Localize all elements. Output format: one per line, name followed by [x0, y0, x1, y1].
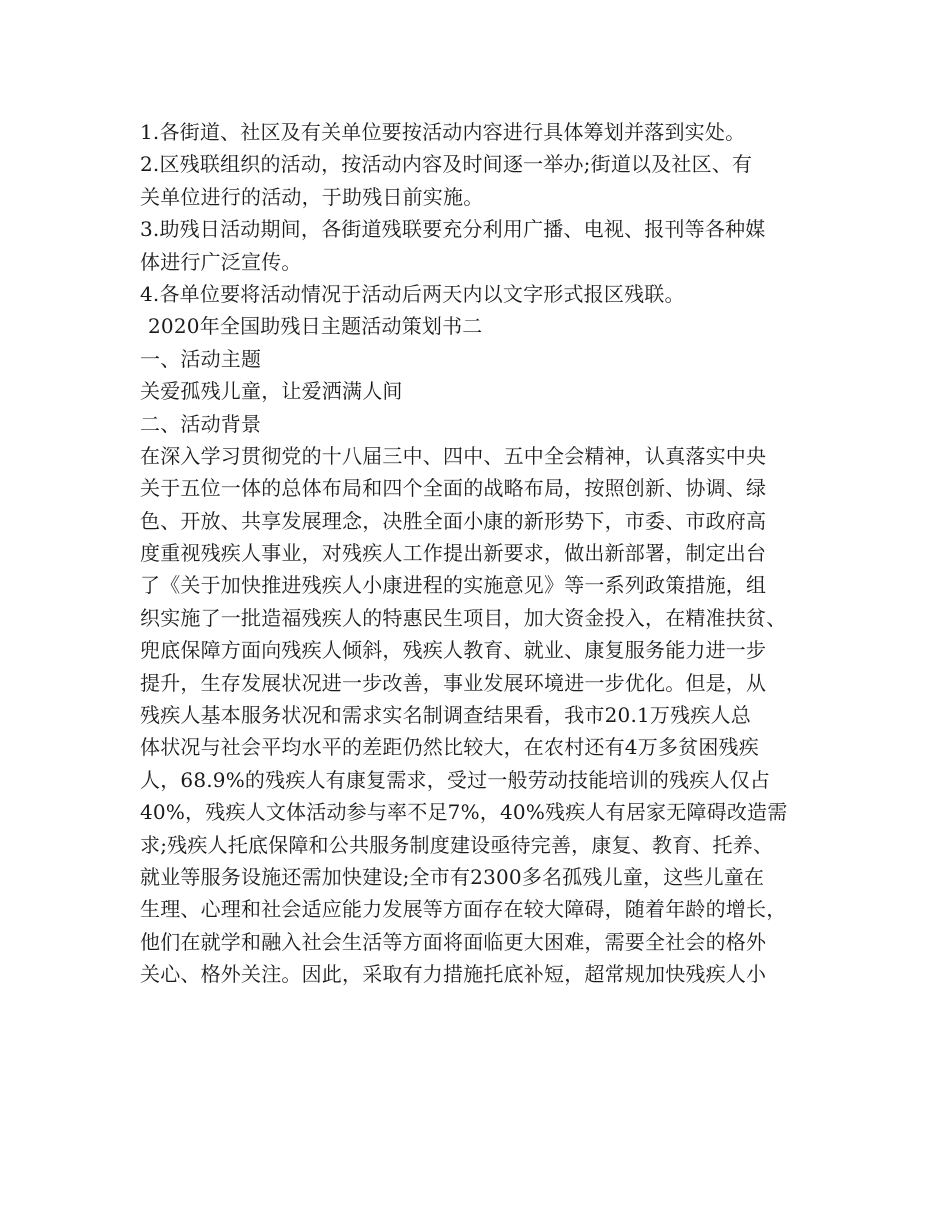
paragraph-line: 度重视残疾人事业，对残疾人工作提出新要求，做出新部署，制定出台	[140, 541, 767, 566]
paragraph-line: 兜底保障方面向残疾人倾斜，残疾人教育、就业、康复服务能力进一步	[140, 638, 767, 663]
paragraph-line: 就业等服务设施还需加快建设;全市有2300多名孤残儿童，这些儿童在	[140, 864, 765, 889]
list-item-4: 4.各单位要将活动情况于活动后两天内以文字形式报区残联。	[140, 281, 685, 306]
paragraph-line: 残疾人基本服务状况和需求实名制调查结果看，我市20.1万残疾人总	[140, 703, 751, 728]
paragraph-line: 求;残疾人托底保障和公共服务制度建设亟待完善，康复、教育、托养、	[140, 832, 774, 857]
paragraph-line: 生理、心理和社会适应能力发展等方面存在较大障碍，随着年龄的增长，	[140, 897, 787, 922]
paragraph-line: 人，68.9%的残疾人有康复需求，受过一般劳动技能培训的残疾人仅占	[140, 767, 771, 792]
paragraph-line: 提升，生存发展状况进一步改善，事业发展环境进一步优化。但是，从	[140, 670, 767, 695]
activity-theme-text: 关爱孤残儿童，让爱洒满人间	[140, 379, 403, 404]
list-item-2: 2.区残联组织的活动，按活动内容及时间逐一举办;街道以及社区、有	[140, 152, 753, 177]
paragraph-line: 40%，残疾人文体活动参与率不足7%，40%残疾人有居家无障碍改造需	[140, 800, 788, 825]
paragraph-line: 了《关于加快推进残疾人小康进程的实施意见》等一系列政策措施，组	[140, 573, 767, 598]
paragraph-line: 他们在就学和融入社会生活等方面将面临更大困难，需要全社会的格外	[140, 929, 767, 954]
heading-activity-theme: 一、活动主题	[140, 346, 262, 371]
paragraph-line: 体状况与社会平均水平的差距仍然比较大，在农村还有4万多贫困残疾	[140, 735, 759, 760]
section-title: 2020年全国助残日主题活动策划书二	[148, 314, 483, 339]
paragraph-line: 关心、格外关注。因此，采取有力措施托底补短，超常规加快残疾人小	[140, 962, 767, 987]
paragraph-line: 织实施了一批造福残疾人的特惠民生项目，加大资金投入，在精准扶贫、	[140, 605, 787, 630]
list-item-3-continued: 体进行广泛宣传。	[140, 249, 302, 274]
list-item-1: 1.各街道、社区及有关单位要按活动内容进行具体筹划并落到实处。	[140, 120, 746, 144]
paragraph-line: 色、开放、共享发展理念，决胜全面小康的新形势下，市委、市政府高	[140, 508, 767, 533]
paragraph-line: 在深入学习贯彻党的十八届三中、四中、五中全会精神，认真落实中央	[140, 443, 767, 468]
heading-activity-background: 二、活动背景	[140, 411, 262, 436]
document-body	[140, 116, 820, 991]
list-item-3: 3.助残日活动期间，各街道残联要充分利用广播、电视、报刊等各种媒	[140, 217, 766, 242]
list-item-2-continued: 关单位进行的活动，于助残日前实施。	[140, 184, 484, 209]
paragraph-line: 关于五位一体的总体布局和四个全面的战略布局，按照创新、协调、绿	[140, 476, 767, 501]
